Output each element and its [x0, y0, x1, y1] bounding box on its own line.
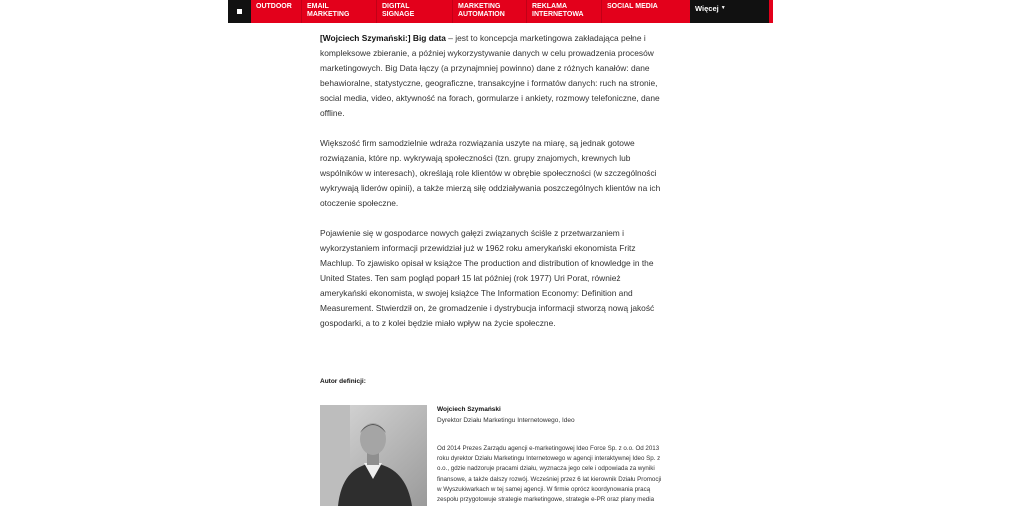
nav-item-outdoor[interactable]: OUTDOOR — [251, 0, 302, 23]
nav-item-reklama-internetowa[interactable]: REKLAMA INTERNETOWA — [527, 0, 602, 23]
more-menu-label: Więcej — [695, 4, 719, 13]
paragraph-3: Pojawienie się w gospodarce nowych gałęzi związanych ściśle z przetwarzaniem i wykorzystaniem informacji przewidział już w 1962 roku amerykański ekonomista Fritz Machlup. To zjawisko opisał w książce The production and distribution of knowledge in the United States. Ten sam pogląd poparł 15 lat później (rok 1977) Uri Porat, również amerykański ekonomista, w swojej książce The Information Economy: Definition and Measurement. Stwierdził on, że gromadzenie i dystrybucja informacji stworzą nową jakość gospodarki, a to z kolei będzie miało wpływ na życie społeczne. — [320, 228, 655, 328]
article-body — [320, 31, 665, 346]
paragraph-1-lead: [Wojciech Szymański:] Big data — [320, 33, 446, 43]
author-section-label: Autor definicji: — [320, 378, 366, 385]
author-bio: Od 2014 Prezes Zarządu agencji e-marketingowej Ideo Force Sp. z o.o. Od 2013 roku dyrektor Działu Marketingu Internetowego w agencji interaktywnej Ideo Sp. z o.o., gdzie nadzoruje pracami działu, wyznacza jego cele i odpowiada za wyniki finansowe, a także dalszy rozwój. Wcześniej przez 6 lat kierownik Działu Promocji w Wyszukiwarkach w tej samej agencji. W firmie oprócz koordynowania pracą zespołu przygotowuje strategie marketingowe, strategie e-PR oraz plany media — [437, 445, 662, 504]
chevron-down-icon: ▼ — [720, 5, 726, 11]
nav-item-email-marketing[interactable]: EMAIL MARKETING — [302, 0, 377, 23]
paragraph-1-text: – jest to koncepcja marketingowa zakładająca pełne i kompleksowe zbieranie, a później wykorzystywanie danych w celu prowadzenia procesów marketingowych. Big Data łączy (a przynajmniej powinno) dane z różnych kanałów: dane behawioralne, statystyczne, geograficzne, transakcyjne i formatów danych: ruch na stronie, social media, video, aktywność na forach, gormularze i ankiety, rozmowy telefoniczne, dane offline. — [320, 33, 660, 118]
nav-item-digital-signage[interactable]: DIGITAL SIGNAGE — [377, 0, 453, 23]
nav-item-social-media[interactable]: SOCIAL MEDIA — [607, 3, 658, 10]
author-name: Wojciech Szymański — [437, 406, 501, 413]
more-menu-button[interactable] — [690, 0, 769, 23]
nav-item-marketing-automation[interactable]: MARKETING AUTOMATION — [453, 0, 527, 23]
paragraph-2: Większość firm samodzielnie wdraża rozwiązania uszyte na miarę, są jednak gotowe rozwiązania, które np. wykrywają społeczności (tzn. grupy znajomych, krewnych lub wspólników w interesach), określają role klientów w obrębie społeczności (w szczególności wykrywają liderów opinii), a także mierzą siłę oddziaływania poszczególnych klientów na ich otoczenie społeczne. — [320, 138, 661, 208]
top-navigation — [228, 0, 773, 23]
home-button[interactable] — [228, 0, 251, 23]
paragraph-1 — [320, 31, 665, 121]
author-info — [437, 405, 662, 505]
author-role: Dyrektor Działu Marketingu Internetowego, Ideo — [437, 417, 575, 424]
author-photo — [320, 405, 427, 506]
home-square-icon — [237, 9, 242, 14]
